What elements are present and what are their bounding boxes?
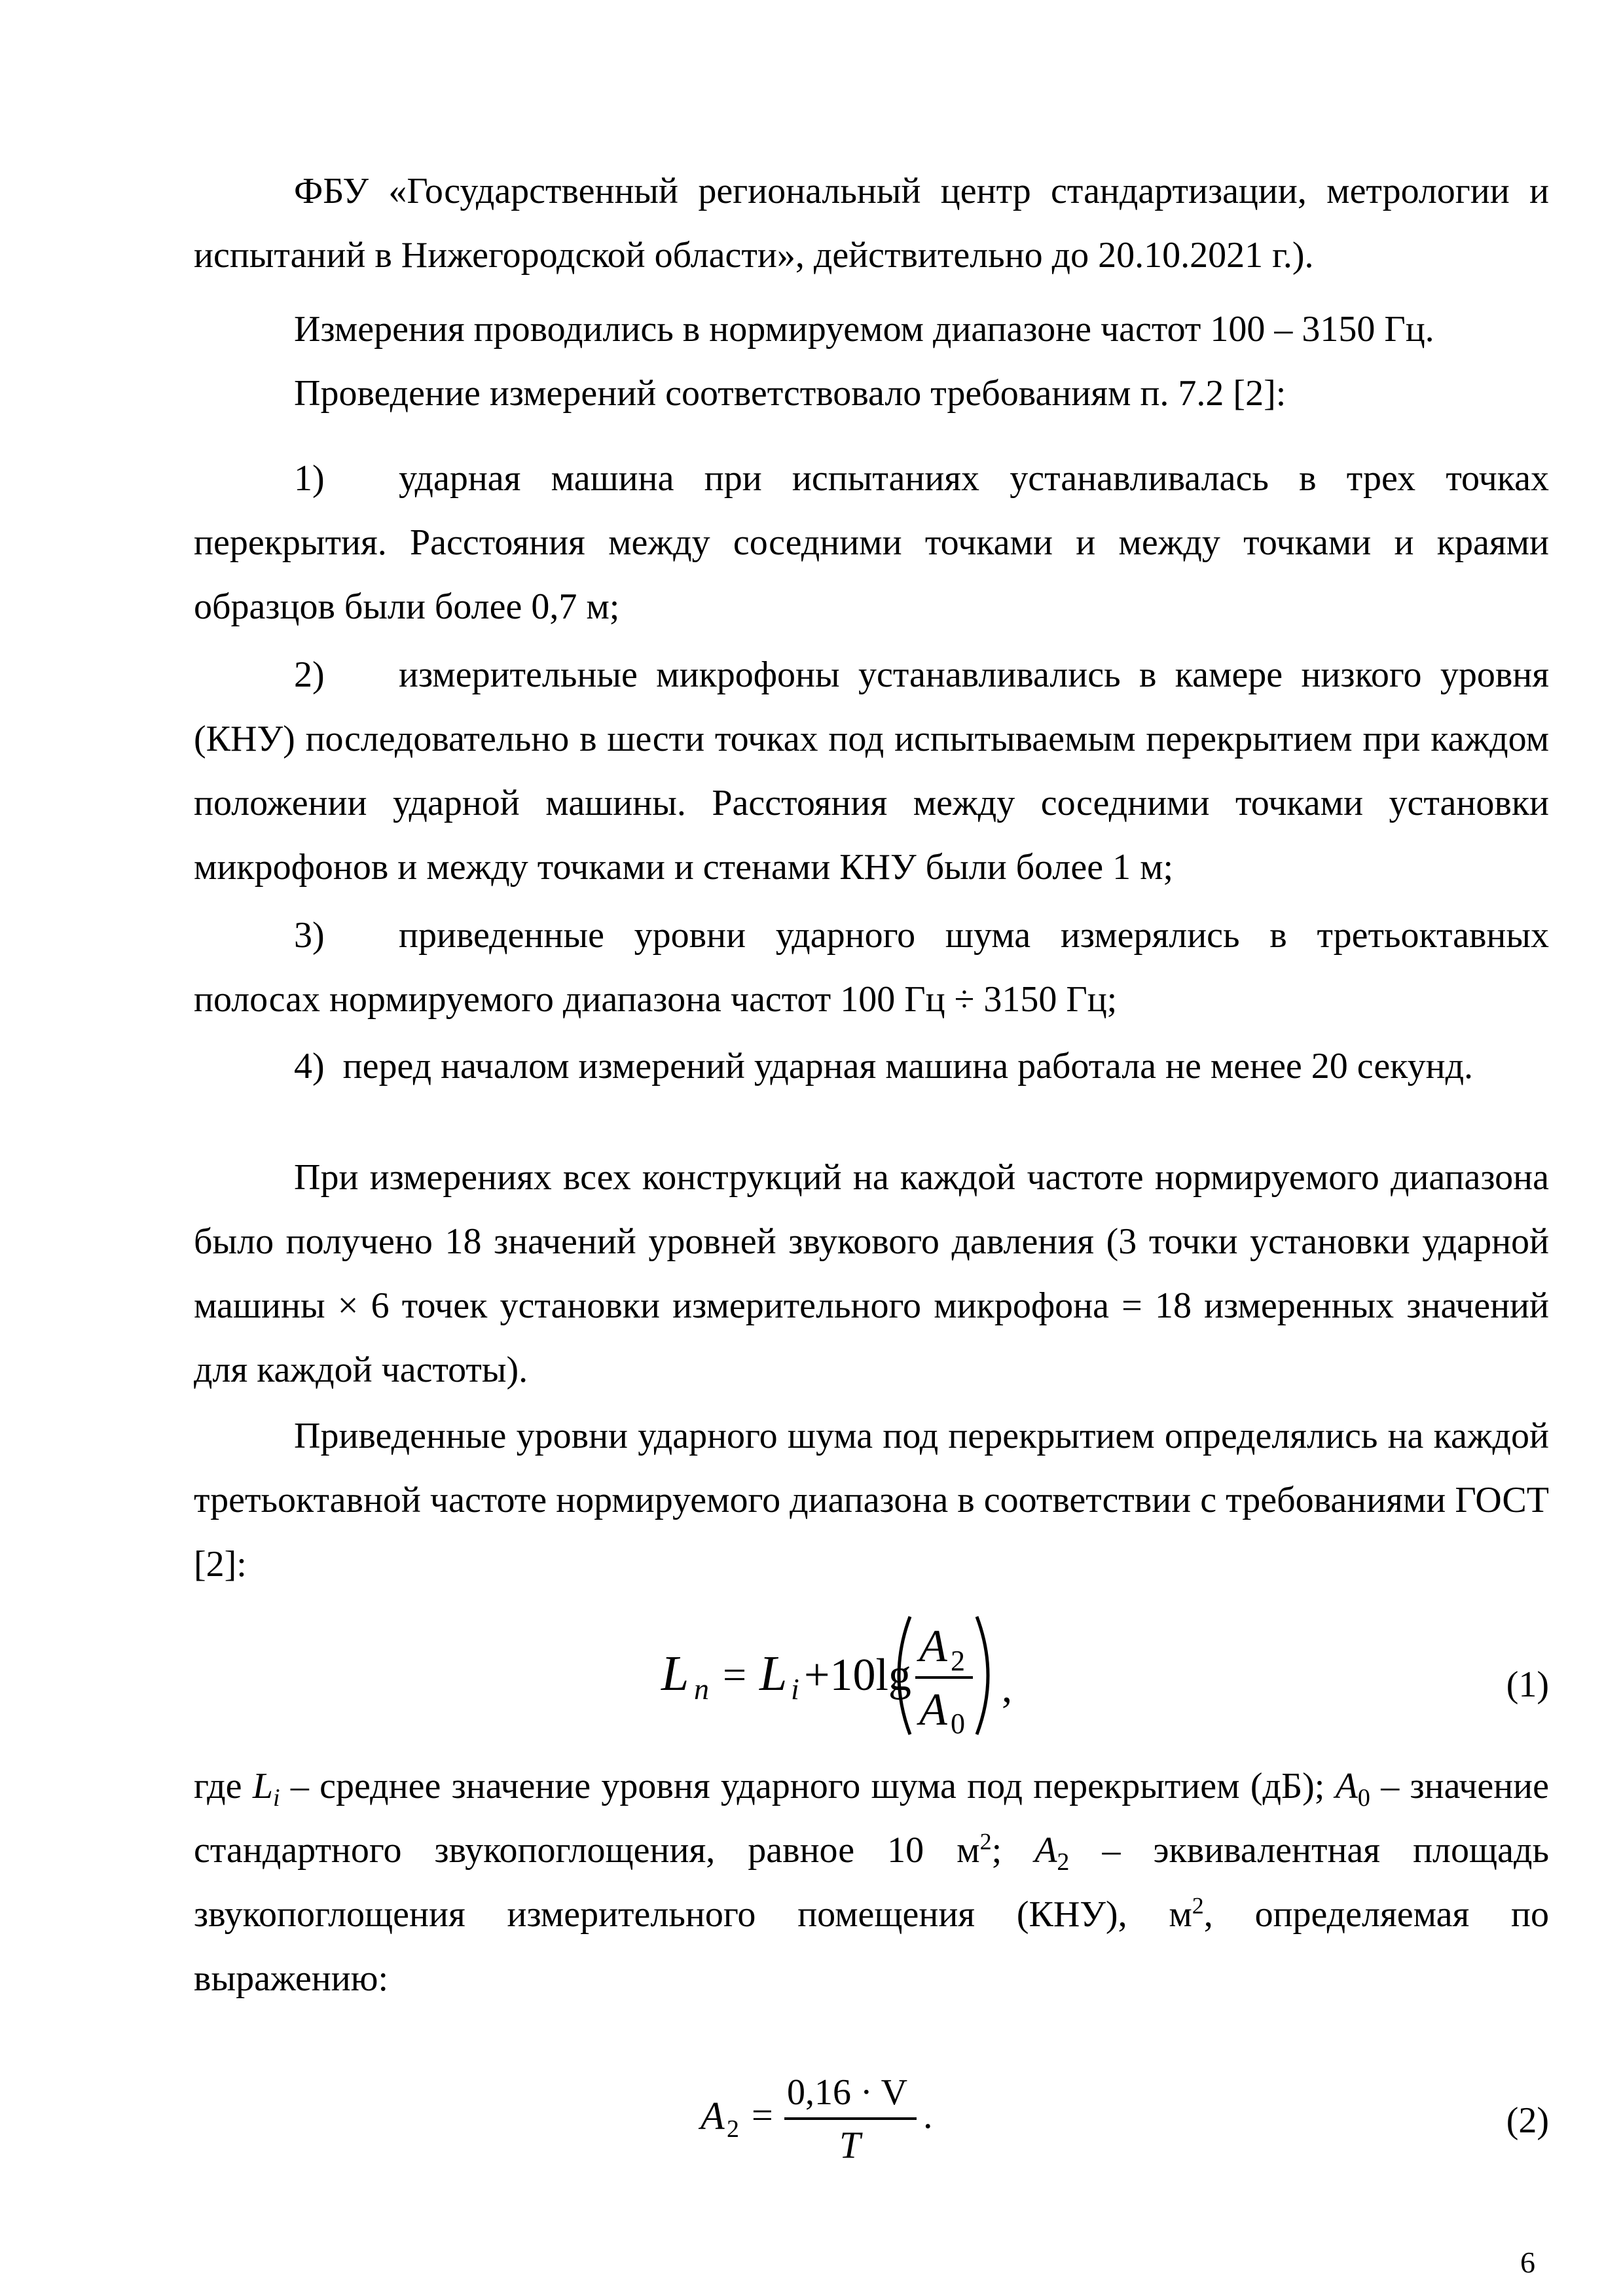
list-item-1 bbox=[194, 446, 1549, 639]
variable-li-sub: i bbox=[273, 1784, 280, 1812]
list-text: перед началом измерений ударная машина работала не менее 20 секунд. bbox=[342, 1046, 1474, 1086]
list-item-4 bbox=[194, 1034, 1549, 1098]
where-text: где bbox=[194, 1766, 253, 1806]
measurements-paragraph: При измерениях всех конструкций на каждой частоте нормируемого диапазона было получено 18 значений уровней звукового давления (3 точки установки ударной машины × 6 точек установки измерительного микрофона = 18 измеренных значений для каждой частоты). bbox=[194, 1157, 1549, 1390]
formula-2-svg bbox=[694, 2065, 943, 2170]
formula-1-comma: , bbox=[1002, 1664, 1012, 1711]
variable-a2-sub: 2 bbox=[1057, 1848, 1070, 1876]
formula-1-num-sub: 2 bbox=[951, 1645, 965, 1677]
formula-1-lhs-sub: n bbox=[694, 1672, 709, 1706]
variable-a2: A bbox=[1034, 1830, 1057, 1871]
where-text: ; bbox=[991, 1830, 1035, 1871]
list-item-3 bbox=[194, 903, 1549, 1031]
list-text: ударная машина при испытаниях устанавливалась в трех точках перекрытия. Расстояния между соседними точками и между точками и краями образцов были более 0,7 м; bbox=[194, 458, 1549, 627]
formula-2-lhs-sub: 2 bbox=[727, 2115, 739, 2143]
where-text: – эквивалентная площадь звукопоглощения измерительного помещения (КНУ), м bbox=[194, 1830, 1549, 1935]
formula-1-right-paren bbox=[977, 1617, 988, 1734]
list-number: 2) bbox=[294, 655, 325, 695]
requirements-paragraph: Проведение измерений соответствовало требованиям п. 7.2 [2]: bbox=[294, 373, 1286, 414]
superscript: 2 bbox=[979, 1828, 992, 1855]
formula-1-eq: = bbox=[723, 1651, 747, 1698]
variable-a0-sub: 0 bbox=[1357, 1784, 1370, 1812]
variable-a0: A bbox=[1335, 1766, 1358, 1806]
where-text: , определяемая по выражению: bbox=[194, 1894, 1549, 1999]
page-number: 6 bbox=[1520, 2246, 1535, 2279]
where-text: – значение стандартного звукопоглощения, равное 10 м bbox=[194, 1766, 1550, 1871]
reduced-levels-paragraph: Приведенные уровни ударного шума под перекрытием определялись на каждой третьоктавной частоте нормируемого диапазона в соответствии с требованиями ГОСТ [2]: bbox=[194, 1416, 1549, 1585]
formula-2 bbox=[694, 2065, 943, 2170]
list-text: приведенные уровни ударного шума измерялись в третьоктавных полосах нормируемого диапазона частот 100 Гц ÷ 3150 Гц; bbox=[194, 915, 1549, 1020]
formula-1-lhs: L bbox=[661, 1646, 689, 1701]
list-text: измерительные микрофоны устанавливались в камере низкого уровня (КНУ) последовательно в шести точках под испытываемым перекрытием при каждом положении ударной машины. Расстояния между соседними точками установки микрофонов и между точками и стенами КНУ были более 1 м; bbox=[194, 655, 1549, 888]
intro-paragraph: ФБУ «Государственный региональный центр стандартизации, метрологии и испытаний в Нижегородской области», действительно до 20.10.2021 г.). bbox=[194, 171, 1549, 276]
list-number: 1) bbox=[294, 458, 325, 499]
formula-1-svg bbox=[648, 1610, 1041, 1741]
formula-1-li: L bbox=[759, 1646, 788, 1701]
formula-1-number: (1) bbox=[1506, 1664, 1549, 1705]
list-number: 3) bbox=[294, 915, 325, 956]
formula-2-den: T bbox=[839, 2124, 861, 2166]
formula-1-num: A bbox=[919, 1621, 947, 1672]
formula-2-num: 0,16 · V bbox=[787, 2072, 908, 2113]
where-paragraph bbox=[194, 1754, 1549, 2011]
where-text: – среднее значение уровня ударного шума под перекрытием (дБ); bbox=[280, 1766, 1336, 1806]
list-item-2 bbox=[194, 643, 1549, 899]
formula-1-li-sub: i bbox=[791, 1672, 799, 1706]
formula-1 bbox=[648, 1610, 1041, 1741]
variable-li: L bbox=[252, 1766, 273, 1806]
list-number: 4) bbox=[294, 1046, 325, 1086]
frequency-range-paragraph: Измерения проводились в нормируемом диапазоне частот 100 – 3150 Гц. bbox=[294, 309, 1434, 350]
formula-2-number: (2) bbox=[1506, 2100, 1549, 2141]
formula-1-den-sub: 0 bbox=[951, 1708, 965, 1740]
formula-1-plus-log: +10lg bbox=[804, 1650, 911, 1700]
formula-2-dot: . bbox=[923, 2094, 933, 2136]
formula-2-lhs: A bbox=[701, 2094, 725, 2138]
superscript: 2 bbox=[1192, 1892, 1204, 1919]
formula-1-den: A bbox=[919, 1685, 947, 1735]
formula-2-eq: = bbox=[752, 2094, 773, 2136]
